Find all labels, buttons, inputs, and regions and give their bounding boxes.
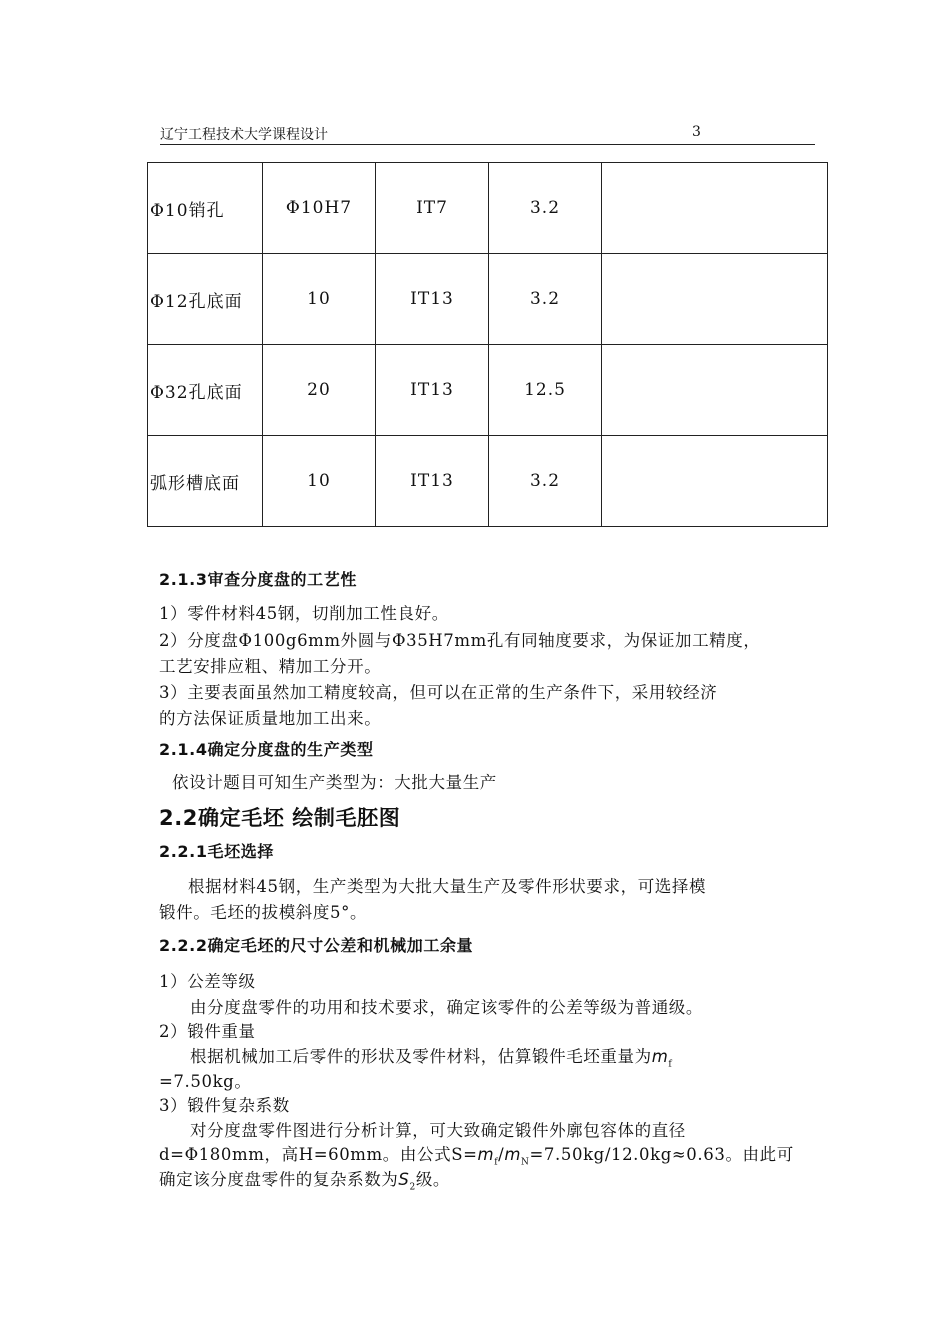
heading-2-2-1: 2.2.1毛坯选择: [159, 842, 274, 861]
heading-2-2-2: 2.2.2确定毛坯的尺寸公差和机械加工余量: [159, 936, 474, 955]
paragraph-line: d=Φ180mm，高H=60mm。由公式$S=m_f/m_N=7.50kg/12.0kg\approx 0.63$。由此可: [159, 1145, 794, 1168]
table-cell: 3.2: [489, 436, 602, 527]
table-cell: [602, 436, 828, 527]
table-cell: [602, 254, 828, 345]
paragraph-line: 3）主要表面虽然加工精度较高，但可以在正常的生产条件下，采用较经济: [159, 683, 718, 702]
paragraph-line: =7.50kg。: [159, 1072, 252, 1091]
table-cell: 10: [263, 436, 376, 527]
table-cell: 弧形槽底面: [148, 436, 263, 527]
table-cell: IT13: [376, 345, 489, 436]
table-row: [148, 163, 828, 254]
page-number: 3: [692, 124, 701, 140]
heading-2-1-3: 2.1.3审查分度盘的工艺性: [159, 570, 357, 589]
paragraph-line: 确定该分度盘零件的复杂系数为$S_2$级。: [159, 1170, 451, 1193]
table-row: [148, 436, 828, 527]
table-row: [148, 345, 828, 436]
paragraph-line: 根据材料45钢，生产类型为大批大量生产及零件形状要求，可选择模: [188, 877, 707, 896]
paragraph-line: 1）零件材料45钢，切削加工性良好。: [159, 604, 449, 623]
table-cell: Φ12孔底面: [148, 254, 263, 345]
heading-2-2: 2.2确定毛坯 绘制毛胚图: [159, 806, 401, 830]
paragraph-line: 锻件。毛坯的拔模斜度5°。: [159, 903, 368, 922]
page-header: [160, 124, 815, 145]
tolerance-table: [147, 162, 828, 527]
list-item: 2）锻件重量: [159, 1022, 256, 1041]
table-cell: 10: [263, 254, 376, 345]
table-cell: [602, 345, 828, 436]
table-cell: 3.2: [489, 254, 602, 345]
table-cell: IT7: [376, 163, 489, 254]
table-cell: 20: [263, 345, 376, 436]
paragraph-line: 的方法保证质量地加工出来。: [159, 709, 382, 728]
table-cell: 12.5: [489, 345, 602, 436]
table-row: [148, 254, 828, 345]
paragraph-line: 2）分度盘Φ100g6mm外圆与Φ35H7mm孔有同轴度要求，为保证加工精度，: [159, 631, 761, 650]
list-item: 1）公差等级: [159, 972, 256, 991]
list-item: 3）锻件复杂系数: [159, 1096, 290, 1115]
heading-2-1-4: 2.1.4确定分度盘的生产类型: [159, 740, 374, 759]
table-cell: IT13: [376, 254, 489, 345]
table-cell: Φ32孔底面: [148, 345, 263, 436]
table-cell: IT13: [376, 436, 489, 527]
table-cell: 3.2: [489, 163, 602, 254]
header-title: 辽宁工程技术大学课程设计: [160, 127, 328, 143]
paragraph-line: 工艺安排应粗、精加工分开。: [159, 657, 382, 676]
paragraph-line: 根据机械加工后零件的形状及零件材料，估算锻件毛坯重量为$m_f$: [190, 1047, 673, 1070]
mass-symbol: m: [651, 1047, 669, 1066]
table-cell: Φ10H7: [263, 163, 376, 254]
paragraph-line: 依设计题目可知生产类型为：大批大量生产: [172, 773, 497, 792]
paragraph-line: 对分度盘零件图进行分析计算，可大致确定锻件外廓包容体的直径: [190, 1121, 686, 1140]
table-cell: [602, 163, 828, 254]
paragraph-line: 由分度盘零件的功用和技术要求，确定该零件的公差等级为普通级。: [190, 998, 703, 1017]
table-cell: Φ10销孔: [148, 163, 263, 254]
